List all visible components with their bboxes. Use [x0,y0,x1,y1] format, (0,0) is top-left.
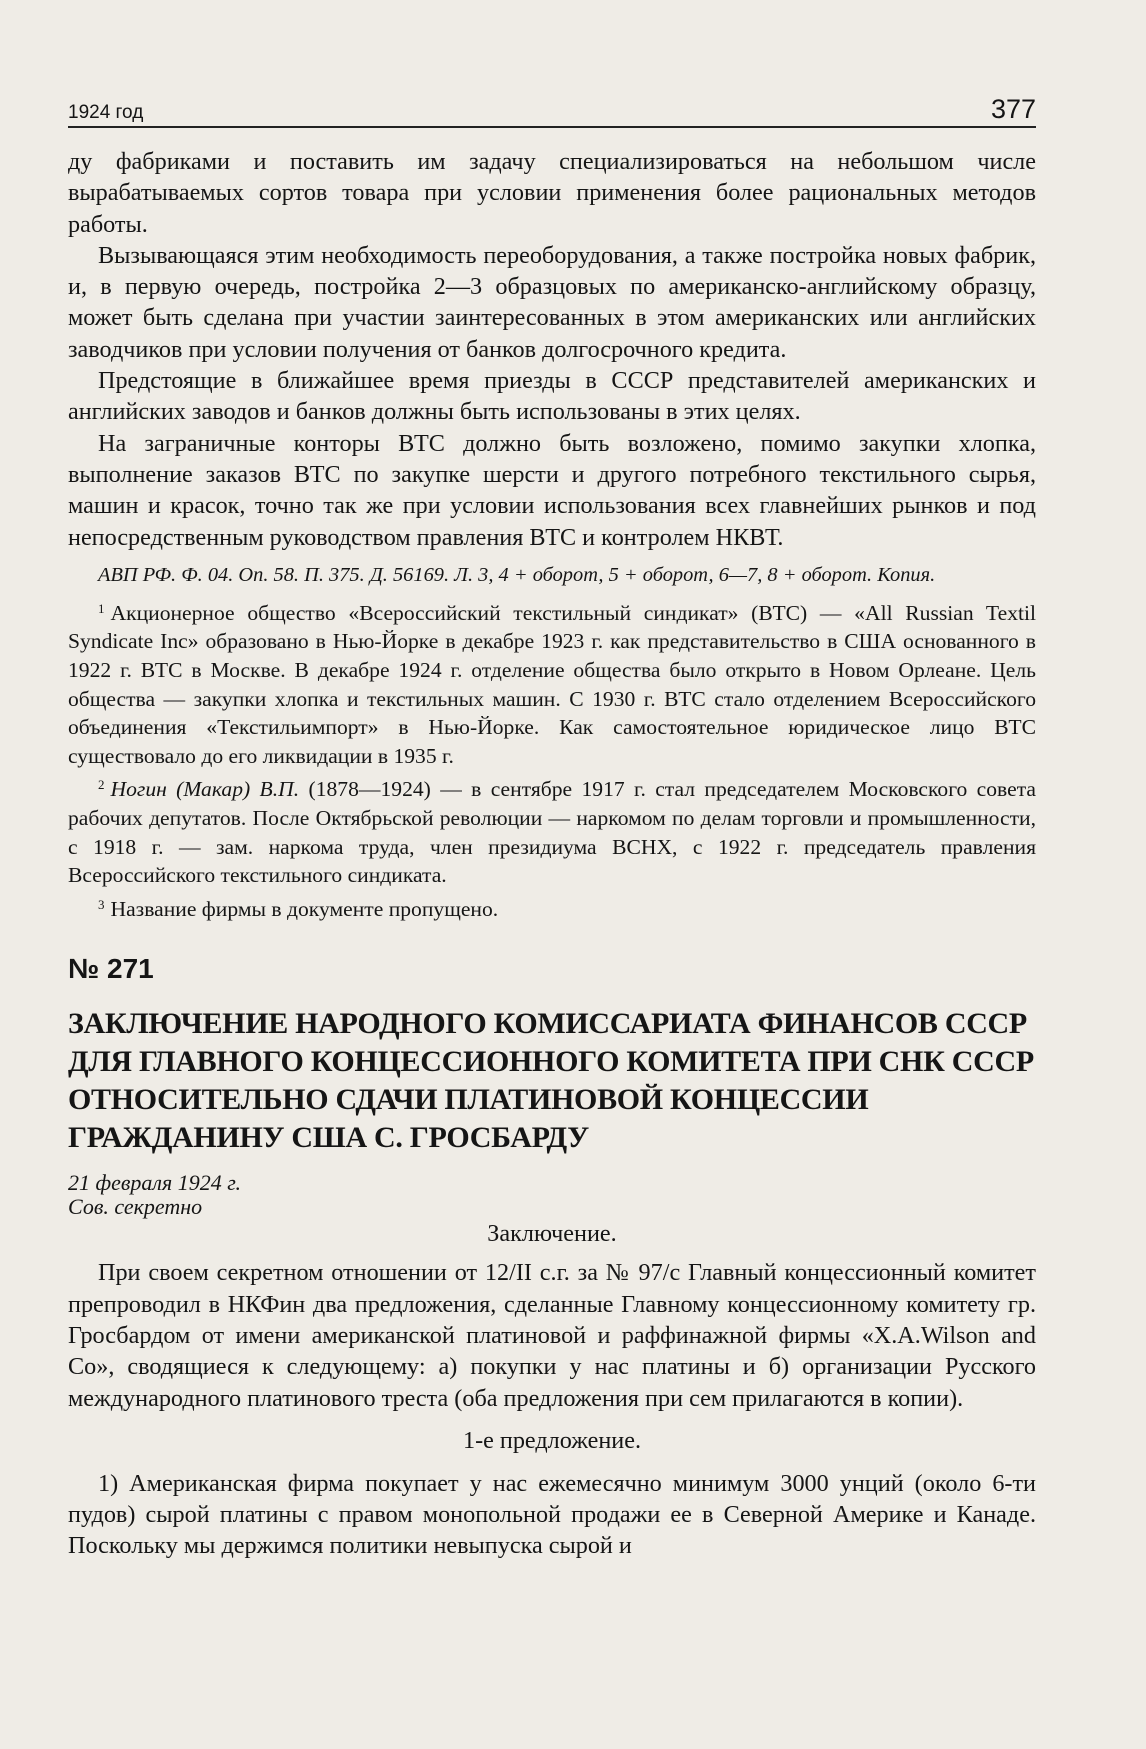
footnote-text: (1878—1924) — в сентябре 1917 г. стал председателем Московского совета рабочих депутатов. После Октябрьской революции — наркомом по делам торговли и промышленности, с 1918 г. — зам. наркома труда, член президиума ВСНХ, с 1922 г. председатель правления Всероссийского текстильного синдиката. [68,777,1036,888]
continued-text [68,146,1036,553]
subsection-heading: 1-е предложение. [462,1426,642,1454]
paragraph: Вызывающаяся этим необходимость переоборудования, а также постройка новых фабрик, и, в первую очередь, постройка 2—3 образцовых по американско-английскому образцу, может быть сделана при участии заинтересованных в этом американских или английских заводчиков при условии получения от банков долгосрочного кредита. [68,241,1036,363]
footnote-text: Акционерное общество «Всероссийский текстильный синдикат» (ВТС) — «All Russian Textil Syndicate Inc» образовано в Нью-Йорке в декабре 1923 г. как представительство в США основанного в 1922 г. ВТС в Москве. В декабре 1924 г. отделение общества было открыто в Новом Орлеане. Цель общества — закупки хлопка и текстильных машин. С 1930 г. ВТС стало отделением Всероссийского объединения «Текстильимпорт» в Нью-Йорке. Как самостоятельное юридическое лицо ВТС существовало до его ликвидации в 1935 г. [68,600,1036,768]
footnote-number: 3 [98,896,105,912]
document-date: 21 февраля 1924 г. [68,1170,242,1196]
document-title: ЗАКЛЮЧЕНИЕ НАРОДНОГО КОМИССАРИАТА ФИНАНСОВ СССР ДЛЯ ГЛАВНОГО КОНЦЕССИОННОГО КОМИТЕТА ПРИ СНК СССР ОТНОСИТЕЛЬНО СДАЧИ ПЛАТИНОВОЙ КОНЦЕССИИ ГРАЖДАНИНУ США С. ГРОСБАРДУ [68,1007,1034,1155]
paragraph: Предстоящие в ближайшее время приезды в СССР представителей американских и английских заводов и банков должны быть использованы в этих целях. [68,367,1036,426]
footnote-text: Название фирмы в документе пропущено. [110,896,499,921]
running-head [68,96,1036,128]
document-body-continued [68,1468,1036,1562]
footnote-1 [68,595,1036,771]
page-content [68,146,1036,1562]
section-heading: Заключение. [487,1220,617,1248]
footnote-2 [68,771,1036,889]
footnote-person-name: Ногин (Макар) В.П. [110,777,300,802]
page-number: 377 [990,94,1036,124]
archive-source: АВП РФ. Ф. 04. Оп. 58. П. 375. Д. 56169. Л. 3, 4 + оборот, 5 + оборот, 6—7, 8 + оборот. Копия. [98,563,936,586]
document-body [68,1257,1036,1413]
document-number: № 271 [68,953,154,985]
paragraph: ду фабриками и поставить им задачу специализироваться на небольшом числе вырабатываемых сортов товара при условии применения более рациональных методов работы. [68,148,1036,238]
running-head-year: 1924 год [68,102,144,123]
footnotes [68,595,1036,924]
footnote-number: 1 [98,600,105,616]
paragraph: 1) Американская фирма покупает у нас ежемесячно минимум 3000 унций (около 6-ти пудов) сырой платины с правом монопольной продажи ее в Северной Америке и Канаде. Поскольку мы держимся политики невыпуска сырой и [68,1469,1036,1560]
paragraph: При своем секретном отношении от 12/II с.г. за № 97/с Главный концессионный комитет препроводил в НКФин два предложения, сделанные Главному концессионному комитету гр. Гросбардом от имени американской платиновой и раффинажной фирмы «X.A.Wilson and Co», сводящиеся к следующему: а) покупки у нас платины и б) организации Русского международного платинового треста (оба предложения при сем прилагаются в копии). [68,1259,1036,1412]
document-classification: Сов. секретно [68,1194,203,1220]
footnote-number: 2 [98,777,105,793]
footnote-3 [68,891,1036,924]
paragraph: На заграничные конторы ВТС должно быть возложено, помимо закупки хлопка, выполнение заказов ВТС по закупке шерсти и другого потребного текстильного сырья, машин и красок, точно так же при условии использования всех главнейших рынков и под непосредственным руководством правления ВТС и контролем НКВТ. [68,429,1036,551]
